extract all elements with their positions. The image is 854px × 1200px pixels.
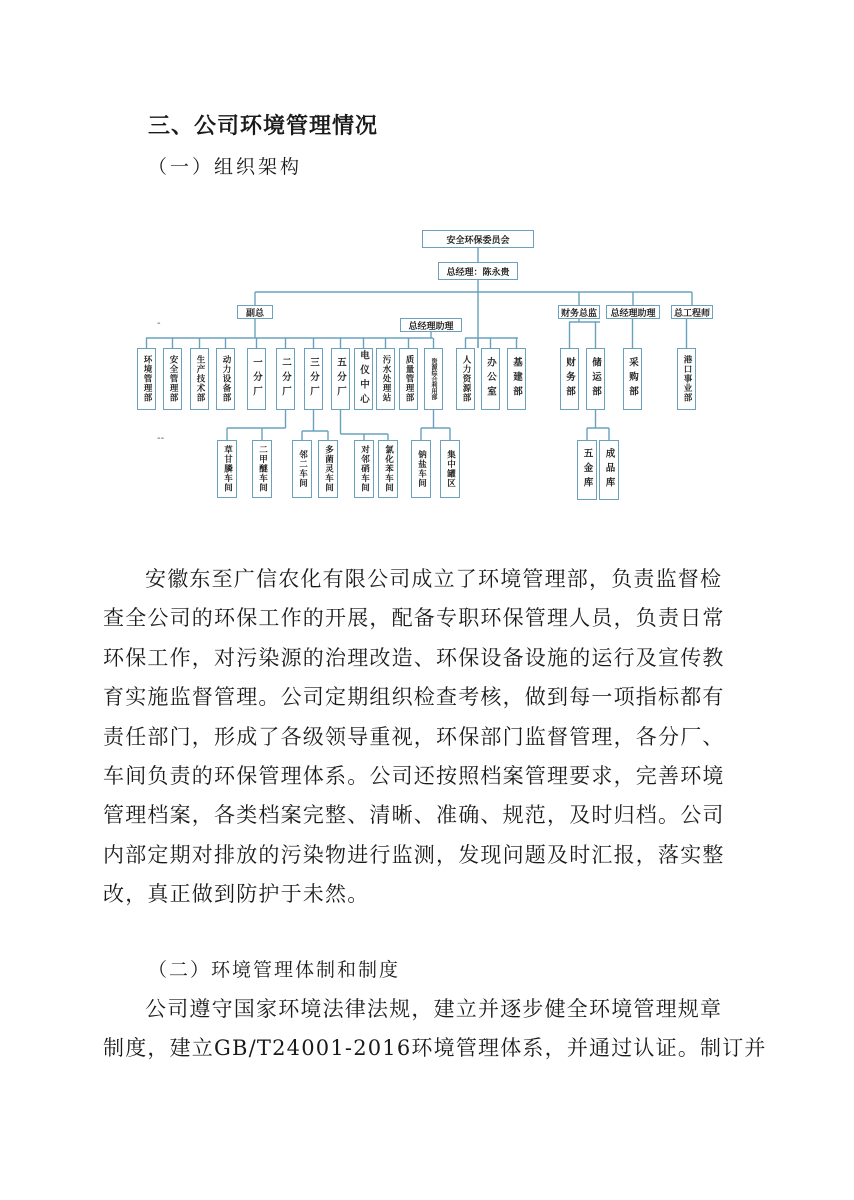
- org-dept-11: 资源综合利用部: [424, 348, 443, 410]
- org-gm-assistant-right: 总经理助理: [606, 305, 660, 319]
- org-dept-1: 安全管理部: [163, 348, 182, 410]
- org-dept-2: 生产技术部: [190, 348, 209, 410]
- paragraph-line: 制度，建立GB/T24001-2016环境管理体系，并通过认证。制订并: [103, 1036, 767, 1061]
- paragraph-line: 改，真正做到防护于未然。: [103, 882, 370, 907]
- org-workshop-3: 多菌灵车间: [318, 440, 338, 498]
- org-chart: [0, 0, 854, 520]
- org-dept-4: 一分厂: [247, 348, 266, 410]
- paragraph-line: 责任部门，形成了各级领导重视，环保部门监督管理，各分厂、: [103, 724, 725, 749]
- org-dept-8: 电仪中心: [354, 348, 373, 410]
- org-dept-17: 采购部: [623, 348, 642, 410]
- paragraph-line: 内部定期对排放的污染物进行监测，发现问题及时汇报，落实整: [103, 842, 725, 867]
- margin-mark: -: [157, 318, 161, 329]
- org-dept-16: 储运部: [586, 348, 605, 410]
- subsection-heading-org: （一）组织架构: [148, 156, 303, 178]
- org-storage-0: 五金库: [577, 440, 597, 500]
- section-heading: 三、公司环境管理情况: [148, 114, 379, 139]
- org-storage-1: 成品库: [599, 440, 619, 500]
- org-workshop-5: 氯化苯车间: [378, 440, 398, 498]
- org-dept-3: 动力设备部: [216, 348, 235, 410]
- org-top-committee: 安全环保委员会: [422, 230, 534, 248]
- org-workshop-7: 集中罐区: [440, 440, 460, 498]
- paragraph-line: 育实施监督管理。公司定期组织检查考核，做到每一项指标都有: [103, 685, 725, 710]
- org-general-manager: 总经理：陈永贵: [438, 262, 518, 280]
- org-dept-10: 质量管理部: [399, 348, 418, 410]
- paragraph-line: 车间负责的环保管理体系。公司还按照档案管理要求，完善环境: [103, 764, 725, 789]
- paragraph-line: 查全公司的环保工作的开展，配备专职环保管理人员，负责日常: [103, 606, 725, 631]
- paragraph-org-description: [103, 560, 763, 915]
- subsection-heading-system: （二）环境管理体制和制度: [148, 959, 401, 981]
- paragraph-line: 安徽东至广信农化有限公司成立了环境管理部，负责监督检: [145, 567, 723, 591]
- org-dept-5: 二分厂: [276, 348, 295, 410]
- org-dept-15: 财务部: [560, 348, 579, 410]
- margin-mark: --: [157, 433, 165, 444]
- org-dept-18: 港口事业部: [677, 348, 696, 410]
- org-workshop-2: 邻二车间: [292, 440, 312, 498]
- org-dept-0: 环境管理部: [137, 348, 156, 410]
- org-dept-6: 三分厂: [304, 348, 323, 410]
- org-dept-9: 污水处理站: [376, 348, 395, 410]
- org-workshop-0: 草甘膦车间: [217, 440, 237, 498]
- paragraph-line: 管理档案，各类档案完整、清晰、准确、规范，及时归档。公司: [103, 803, 725, 828]
- org-workshop-6: 钠盐车间: [411, 440, 431, 498]
- org-gm-assistant-mid: 总经理助理: [400, 318, 462, 332]
- org-dept-12: 人力资源部: [456, 348, 475, 410]
- org-dept-7: 五分厂: [331, 348, 350, 410]
- paragraph-line: 环保工作，对污染源的治理改造、环保设备设施的运行及宣传教: [103, 645, 725, 670]
- org-workshop-1: 二甲醚车间: [252, 440, 272, 498]
- paragraph-line: 公司遵守国家环境法律法规，建立并逐步健全环境管理规章: [145, 997, 723, 1021]
- org-workshop-4: 对邻硝车间: [354, 440, 374, 498]
- paragraph-system-description: [103, 990, 767, 1069]
- org-dept-14: 基建部: [507, 348, 526, 410]
- org-vice-president: 副总: [237, 305, 273, 319]
- org-finance-director: 财务总监: [558, 305, 600, 319]
- org-dept-13: 办公室: [481, 348, 500, 410]
- org-chief-engineer: 总工程师: [671, 305, 713, 319]
